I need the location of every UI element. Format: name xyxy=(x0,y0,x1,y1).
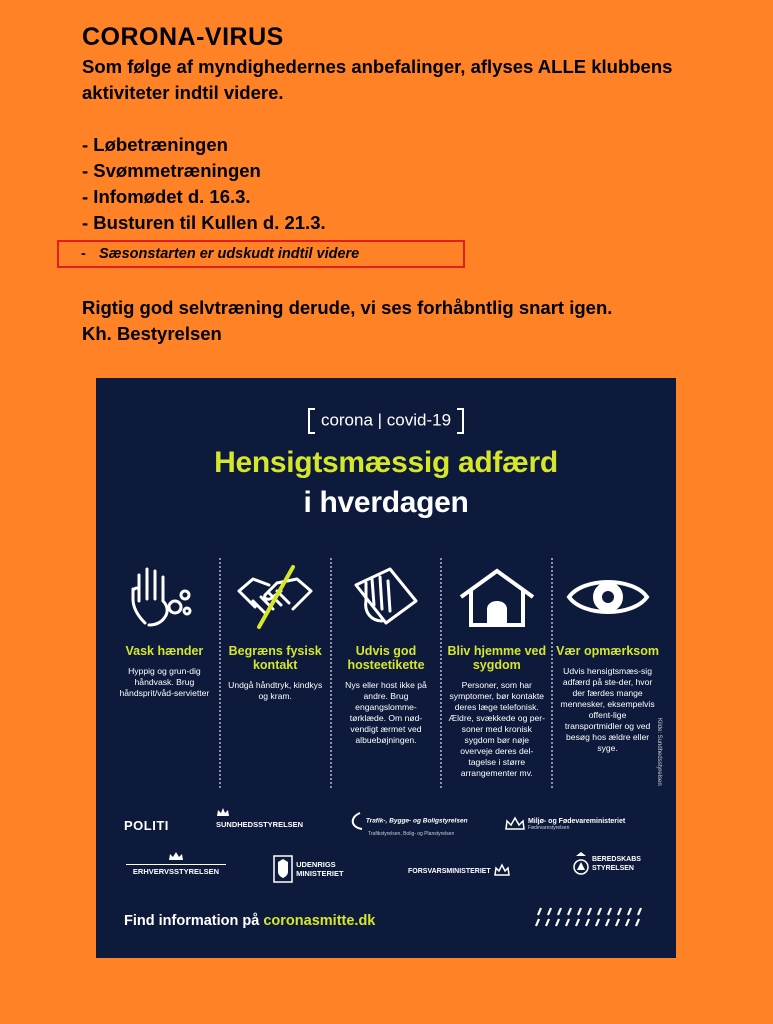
advice-heading: Vær opmærksom xyxy=(556,644,659,658)
advice-text: Hyppig og grun-dig håndvask. Brug håndsprit/våd-servietter xyxy=(119,666,210,698)
advice-text: Nys eller host ikke på andre. Brug engangslomme-tørklæde. Om nød-vendigt ærmet ved albuebøjningen. xyxy=(345,680,427,745)
politi-logo: POLITI xyxy=(124,818,169,833)
swoosh-icon xyxy=(348,811,364,831)
forsvarsministeriet-logo: FORSVARSMINISTERIET xyxy=(408,863,511,879)
stripes-pattern xyxy=(534,906,649,928)
erhvervsstyrelsen-logo: ERHVERVSSTYRELSEN xyxy=(126,850,226,876)
udenrigsministeriet-logo: UDENRIGS MINISTERIET xyxy=(272,854,344,884)
find-prefix: Find information på xyxy=(124,913,260,929)
poster-headline: Hensigtsmæssig adfærd xyxy=(214,446,558,479)
list-item: - Svømmetræningen xyxy=(82,160,261,181)
outro-signature: Kh. Bestyrelsen xyxy=(82,323,222,344)
highlighted-notice xyxy=(57,240,465,268)
beredskabsstyrelsen-logo: BEREDSKABS STYRELSEN xyxy=(572,850,641,878)
advice-heading: Vask hænder xyxy=(125,644,204,658)
crown-icon xyxy=(216,806,230,818)
highlight-dash: - xyxy=(81,246,86,262)
authority-logos xyxy=(96,378,676,958)
highlight-text: Sæsonstarten er udskudt indtil videre xyxy=(99,246,360,262)
notice xyxy=(82,22,722,236)
advice-text: Personer, som har symptomer, bør kontakte deres læge telefonisk. Ældre, svækkede og per-soner med kronisk sygdom bør nøje overveje deres del-tagelse i større arrangementer mv. xyxy=(448,680,546,778)
advice-text: Undgå håndtryk, kindkys og kram. xyxy=(228,680,323,701)
advice-heading: Bliv hjemme ved sygdom xyxy=(447,644,547,672)
trafikstyrelsen-logo: Trafik-, Bygge- og Boligstyrelsen Trafikstyrelsen, Bolig- og Planstyrelsen xyxy=(348,811,468,837)
notice-title: CORONA-VIRUS xyxy=(82,23,284,51)
advice-heading: Udvis god hosteetikette xyxy=(347,644,425,672)
miljoministeriet-logo: Miljø- og Fødevareministeriet Fødevarestyrelsen xyxy=(504,815,625,833)
notice-outro xyxy=(82,295,612,347)
source-note: Kilde: Sundhedsstyrelsen xyxy=(656,718,662,786)
crown-icon xyxy=(504,815,526,833)
outro-greeting: Rigtig god selvtræning derude, vi ses forhåbntlig snart igen. xyxy=(82,297,613,318)
coat-of-arms-icon xyxy=(272,854,294,884)
advice-text: Udvis hensigtsmæs-sig adfærd på ste-der, hvor der færdes mange mennesker, eksempelvis offent-lige transportmidler og ved besøg hos ældre eller syge. xyxy=(560,666,655,753)
notice-intro: Som følge af myndighedernes anbefalinger, aflyses ALLE klubbens aktiviteter indtil videre. xyxy=(82,56,673,103)
find-information xyxy=(124,913,375,929)
coronasmitte-link[interactable]: coronasmitte.dk xyxy=(263,913,376,929)
advice-heading: Begræns fysisk kontakt xyxy=(228,644,322,672)
crown-icon xyxy=(493,863,511,879)
covid-poster xyxy=(96,378,676,958)
list-item: - Infomødet d. 16.3. xyxy=(82,186,251,207)
emblem-icon xyxy=(572,850,590,878)
list-item: - Busturen til Kullen d. 21.3. xyxy=(82,212,326,233)
poster-subheadline: i hverdagen xyxy=(303,486,469,519)
crown-icon xyxy=(168,850,184,862)
poster-tag-text: corona | covid-19 xyxy=(320,410,452,430)
cancelled-list xyxy=(82,132,722,236)
sundhedsstyrelsen-logo: SUNDHEDSSTYRELSEN xyxy=(216,806,303,829)
list-item: - Løbetræningen xyxy=(82,134,228,155)
